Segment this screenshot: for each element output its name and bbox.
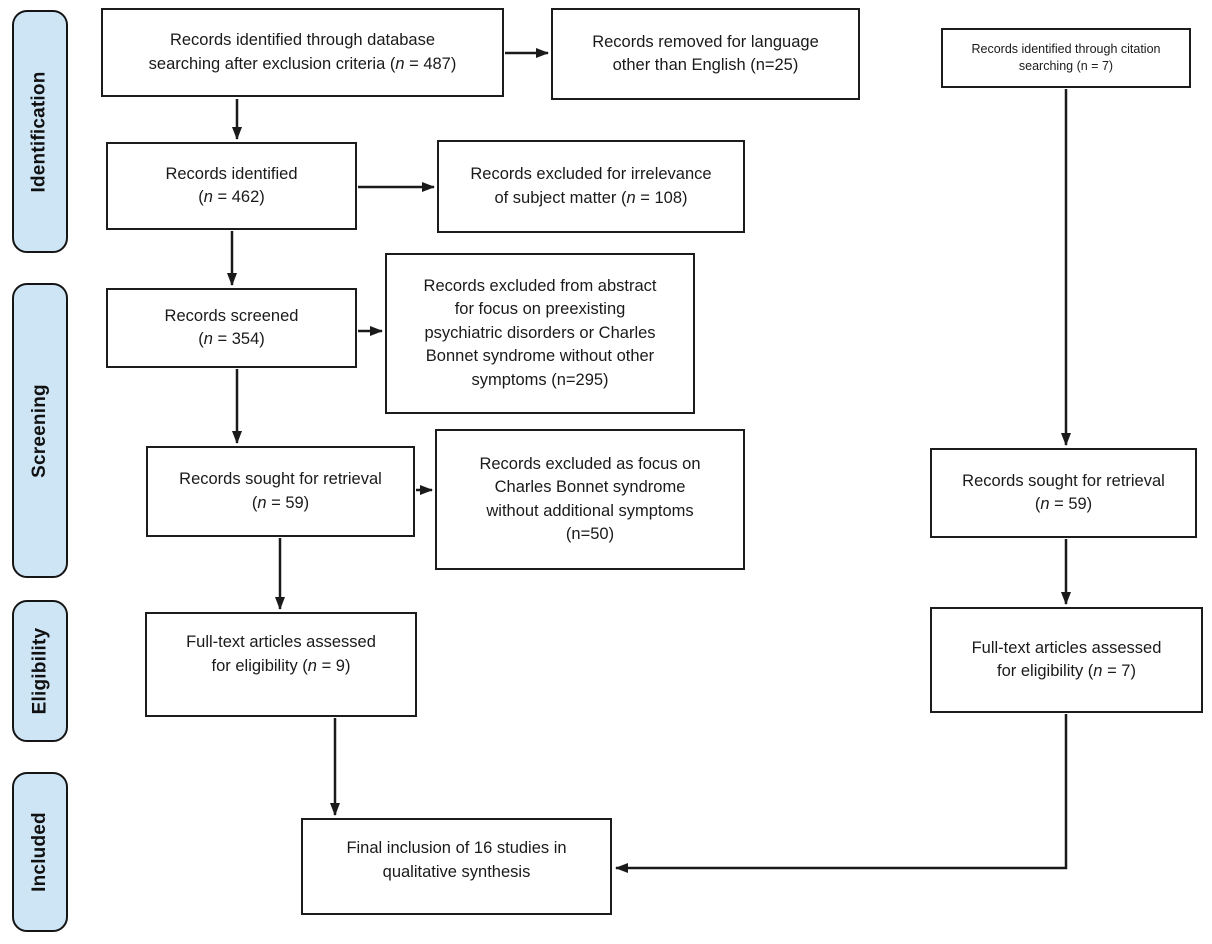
- box-records-screened-text: Records screened (n = 354): [164, 306, 299, 348]
- box-cbs-excluded-text: Records excluded as focus on Charles Bonnet syndrome without additional symptoms (n=50): [479, 454, 701, 543]
- box-database-search: [101, 8, 504, 97]
- box-fulltext-assessed-citation: [930, 607, 1203, 713]
- box-final-inclusion-text: Final inclusion of 16 studies in qualitative synthesis: [346, 839, 567, 881]
- box-language-removed-text: Records removed for language other than English (n=25): [592, 32, 819, 74]
- box-cbs-excluded: [435, 429, 745, 570]
- stage-eligibility: [12, 600, 68, 742]
- box-records-sought-citation-text: Records sought for retrieval (n = 59): [962, 471, 1165, 513]
- box-database-search-text: Records identified through database searching after exclusion criteria (n = 487): [148, 31, 457, 73]
- stage-identification: [12, 10, 68, 253]
- stage-included: [12, 772, 68, 932]
- box-records-sought-citation: [930, 448, 1197, 538]
- box-records-screened: [106, 288, 357, 368]
- box-final-inclusion: [301, 818, 612, 915]
- box-fulltext-assessed: [145, 612, 417, 717]
- box-fulltext-assessed-text: Full-text articles assessed for eligibility (n = 9): [186, 633, 376, 675]
- arrow-fulltext-citation-to-final: [616, 714, 1066, 868]
- stage-eligibility-label: Eligibility: [29, 627, 50, 715]
- box-irrelevance-excluded-text: Records excluded for irrelevance of subject matter (n = 108): [470, 165, 712, 207]
- box-records-sought: [146, 446, 415, 537]
- box-language-removed: [551, 8, 860, 100]
- box-abstract-excluded: [385, 253, 695, 414]
- stage-screening-label: Screening: [29, 383, 51, 478]
- stage-included-label: Included: [29, 812, 50, 892]
- box-records-identified-text: Records identified (n = 462): [165, 164, 298, 206]
- stage-identification-label: Identification: [29, 70, 50, 193]
- box-fulltext-assessed-citation-text: Full-text articles assessed for eligibility (n = 7): [971, 638, 1162, 680]
- box-citation-search: [941, 28, 1191, 88]
- box-citation-search-text: Records identified through citation searching (n = 7): [971, 41, 1161, 73]
- box-records-identified: [106, 142, 357, 230]
- box-irrelevance-excluded: [437, 140, 745, 233]
- box-abstract-excluded-text: Records excluded from abstract for focus on preexisting psychiatric disorders or Charles Bonnet syndrome without other symptoms (n=295): [423, 276, 657, 389]
- stage-screening: [12, 283, 68, 578]
- box-records-sought-text: Records sought for retrieval (n = 59): [179, 470, 382, 512]
